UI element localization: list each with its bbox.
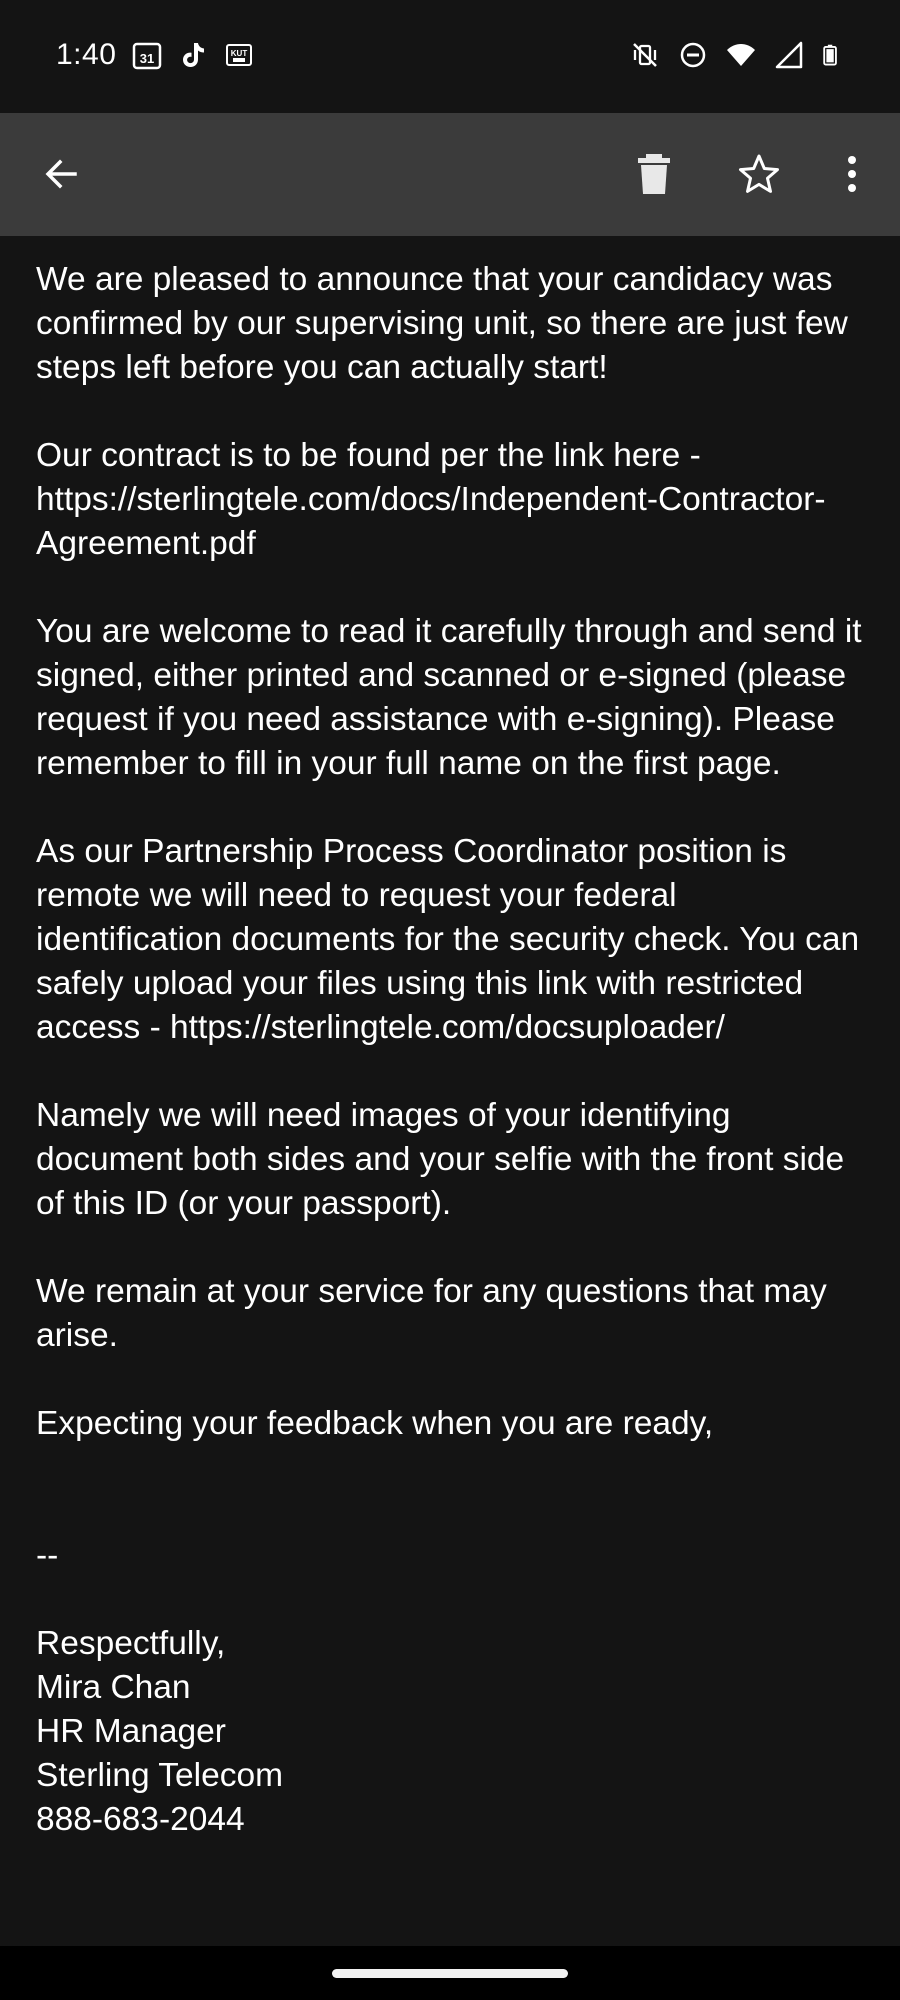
home-gesture-handle[interactable] — [332, 1969, 568, 1978]
star-outline-icon — [737, 152, 781, 196]
news-icon — [224, 40, 254, 70]
more-vert-icon — [842, 152, 862, 196]
signature-company: Sterling Telecom — [36, 1757, 284, 1794]
wifi-icon — [726, 40, 756, 70]
vibrate-off-icon — [630, 40, 660, 70]
battery-icon — [822, 40, 844, 70]
cell-signal-icon — [774, 40, 804, 70]
do-not-disturb-icon — [678, 40, 708, 70]
delete-button[interactable] — [623, 143, 685, 205]
email-paragraph: We are pleased to announce that your candidacy was confirmed by our supervising unit, so there are just few steps left before you can actually start! — [36, 261, 848, 386]
signature-title: HR Manager — [36, 1713, 226, 1750]
signature-closing: Respectfully, — [36, 1625, 226, 1662]
email-paragraph: As our Partnership Process Coordinator position is remote we will need to request your federal identification documents for the security check. You can safely upload your files using this link with restricted access - https://sterlingtele.com/docsuploader/ — [36, 833, 860, 1046]
email-content[interactable] — [0, 236, 900, 1946]
calendar-day: 31 — [139, 51, 155, 66]
calendar-icon — [132, 40, 162, 70]
signature-block — [36, 1622, 866, 1842]
signature-separator: -- — [36, 1537, 59, 1574]
status-time: 1:40 — [56, 38, 117, 71]
star-button[interactable] — [728, 143, 790, 205]
back-button[interactable] — [30, 143, 92, 205]
more-options-button[interactable] — [821, 143, 883, 205]
email-paragraph: You are welcome to read it carefully through and send it signed, either printed and scanned or e-signed (please request if you need assistance with e-signing). Please remember to fill in your full name on the first page. — [36, 613, 862, 782]
email-paragraph: We remain at your service for any questions that may arise. — [36, 1273, 827, 1354]
trash-icon — [634, 152, 674, 196]
status-bar — [0, 0, 900, 113]
email-paragraph: Namely we will need images of your identifying document both sides and your selfie with the front side of this ID (or your passport). — [36, 1097, 845, 1222]
tiktok-icon — [178, 40, 208, 70]
navigation-bar — [0, 1946, 900, 2000]
signature-phone[interactable]: 888-683-2044 — [36, 1801, 245, 1838]
email-paragraph: Our contract is to be found per the link here - https://sterlingtele.com/docs/Independent-Contractor-Agreement.pdf — [36, 437, 826, 562]
email-toolbar — [0, 113, 900, 236]
signature-name: Mira Chan — [36, 1669, 191, 1706]
arrow-back-icon — [41, 154, 81, 194]
email-body — [0, 236, 900, 1842]
news-badge: KUT — [230, 49, 248, 58]
email-paragraph: Expecting your feedback when you are ready, — [36, 1405, 714, 1442]
